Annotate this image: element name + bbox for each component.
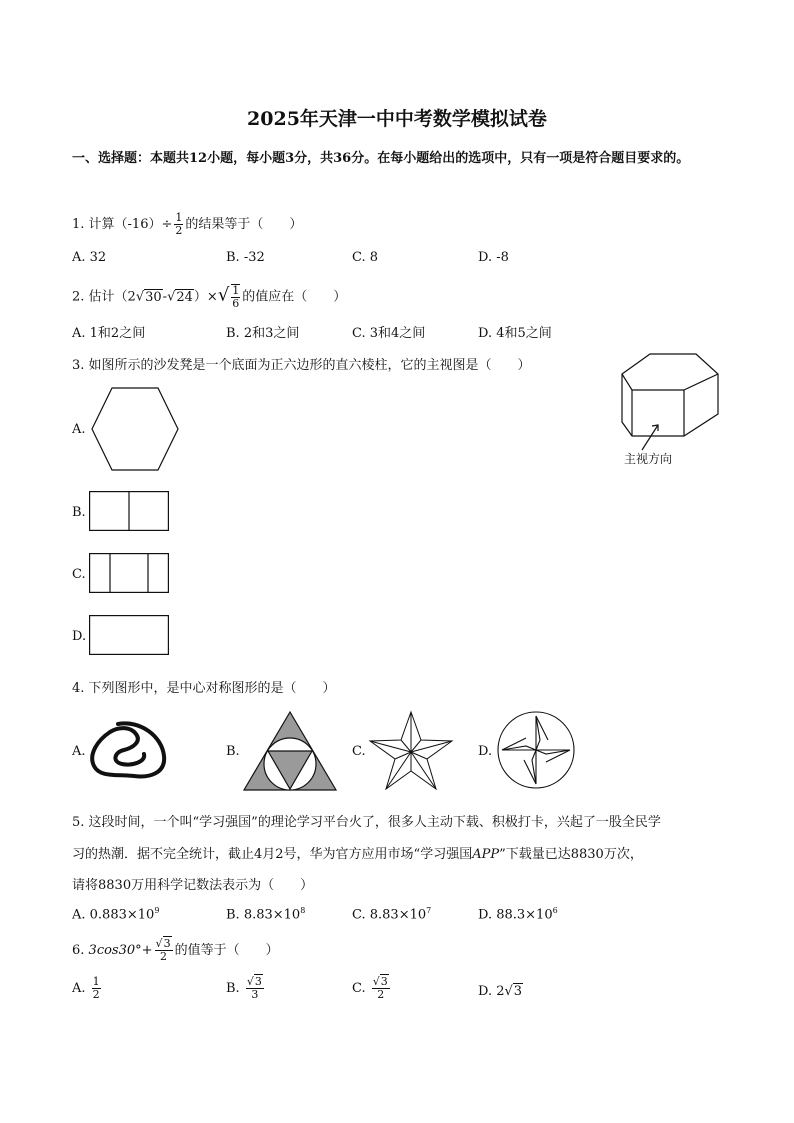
question-2-suffix: 的值应在（ ）	[242, 289, 347, 305]
section-heading: 一、选择题：本题共12小题，每小题3分，共36分。在每小题给出的选项中，只有一项是符合题目要求的。	[72, 151, 690, 166]
question-4: 4. 下列图形中，是中心对称图形的是（ ）	[72, 681, 336, 696]
sqrt-sign: √	[135, 289, 145, 305]
question-5-line-1: 5. 这段时间，一个叫“学习强国”的理论学习平台火了，很多人主动下载、积极打卡，兴起了一股全民学	[72, 815, 661, 830]
q2-option-d: D. 4和5之间	[478, 326, 552, 341]
option-exponent: 6	[552, 906, 558, 915]
q5-option-d	[478, 906, 558, 922]
option-fraction: $\frac{1}{2}$	[92, 975, 100, 1001]
question-5-line-2-suffix: ”下载量已达8830万次，	[499, 847, 643, 862]
question-1-fraction	[174, 212, 183, 237]
option-exponent: 9	[154, 906, 160, 915]
fraction-denominator: 2	[175, 224, 183, 237]
question-2-prefix: 2. 估计（2	[72, 289, 136, 305]
q3-option-d-label: D.	[72, 629, 87, 644]
option-label: B.	[226, 981, 240, 996]
q1-option-a: A. 32	[72, 250, 107, 265]
q1-option-b: B. -32	[226, 250, 265, 265]
question-1-prefix: 1. 计算（-16）÷	[72, 217, 173, 232]
q4-option-a-s-shape	[88, 718, 170, 782]
q3-option-a-hexagon	[90, 386, 180, 472]
plus-sign: +	[141, 943, 153, 958]
q5-option-c	[352, 906, 431, 922]
q6-option-a	[72, 976, 103, 1001]
fraction-denominator: 2	[155, 950, 173, 963]
option-label: D. 2	[478, 984, 505, 999]
fraction-numerator: √3	[155, 937, 171, 950]
q4-option-d-pinwheel-circle	[496, 710, 576, 790]
question-1-suffix: 的结果等于（ ）	[185, 217, 303, 232]
option-base: D. 88.3×10	[478, 907, 553, 923]
radicand-30: 30	[145, 289, 162, 305]
option-fraction: $\frac{√3}{2}$	[372, 975, 388, 1001]
q4-option-b-label: B.	[226, 744, 240, 759]
option-fraction: $\frac{√3}{3}$	[246, 975, 262, 1001]
q3-option-c-label: C.	[72, 567, 86, 582]
question-3: 3. 如图所示的沙发凳是一个底面为正六边形的直六棱柱，它的主视图是（ ）	[72, 358, 531, 373]
q4-option-c-label: C.	[352, 744, 366, 759]
fraction-numerator: 1	[175, 211, 183, 224]
q2-option-c: C. 3和4之间	[352, 326, 426, 341]
sqrt-sign: √	[217, 284, 230, 306]
hexagonal-prism-figure	[612, 350, 724, 466]
question-6	[72, 938, 279, 963]
radicand: 3	[513, 984, 523, 999]
q6-option-b	[226, 976, 266, 1001]
question-5-line-3: 请将8830万用科学记数法表示为（ ）	[72, 878, 314, 893]
app-term: APP	[472, 847, 500, 862]
question-1	[72, 212, 302, 237]
question-6-prefix: 6.	[72, 943, 89, 958]
question-5-line-2-prefix: 习的热潮．据不完全统计，截止4月2号，华为官方应用市场“学习强国	[72, 847, 473, 862]
q6-option-c	[352, 976, 392, 1001]
cos-expression: 3cos30°	[88, 943, 142, 958]
question-2	[72, 284, 346, 310]
option-base: A. 0.883×10	[72, 907, 155, 923]
q1-option-c: C. 8	[352, 250, 379, 265]
option-exponent: 8	[300, 906, 306, 915]
q3-option-b-label: B.	[72, 505, 86, 520]
q3-option-c-rect-three-parts	[89, 553, 169, 593]
minus-sign: -	[162, 289, 168, 305]
radicand-24: 24	[176, 289, 193, 305]
question-2-fraction	[231, 284, 240, 310]
fraction-denominator: 6	[232, 297, 240, 310]
option-label: C.	[352, 981, 366, 996]
sqrt-sign: √	[504, 984, 513, 999]
page-title: 2025年天津一中中考数学模拟试卷	[247, 108, 547, 130]
q3-option-b-rect-two-parts	[89, 491, 169, 531]
q6-option-d	[478, 984, 523, 999]
q4-option-b-triangle-circle	[242, 710, 338, 792]
sqrt-sign: √	[167, 289, 176, 305]
q3-option-a-label: A.	[72, 422, 86, 437]
times-sign: ）×	[193, 289, 218, 305]
q4-option-a-label: A.	[72, 744, 86, 759]
q3-option-d-rect	[89, 615, 169, 655]
fraction-numerator: 1	[232, 284, 240, 297]
option-label: A.	[72, 981, 86, 996]
q2-option-a: A. 1和2之间	[72, 326, 146, 341]
q1-option-d: D. -8	[478, 250, 509, 265]
question-5-line-2	[72, 843, 643, 862]
question-6-suffix: 的值等于（ ）	[174, 943, 279, 958]
option-base: B. 8.83×10	[226, 907, 301, 923]
view-direction-caption: 主视方向	[624, 452, 673, 466]
q5-option-a	[72, 906, 159, 922]
q2-option-b: B. 2和3之间	[226, 326, 300, 341]
q4-option-c-star	[368, 710, 454, 792]
option-base: C. 8.83×10	[352, 907, 427, 923]
q5-option-b	[226, 906, 305, 922]
q4-option-d-label: D.	[478, 744, 493, 759]
question-6-fraction	[155, 938, 173, 963]
option-exponent: 7	[426, 906, 432, 915]
